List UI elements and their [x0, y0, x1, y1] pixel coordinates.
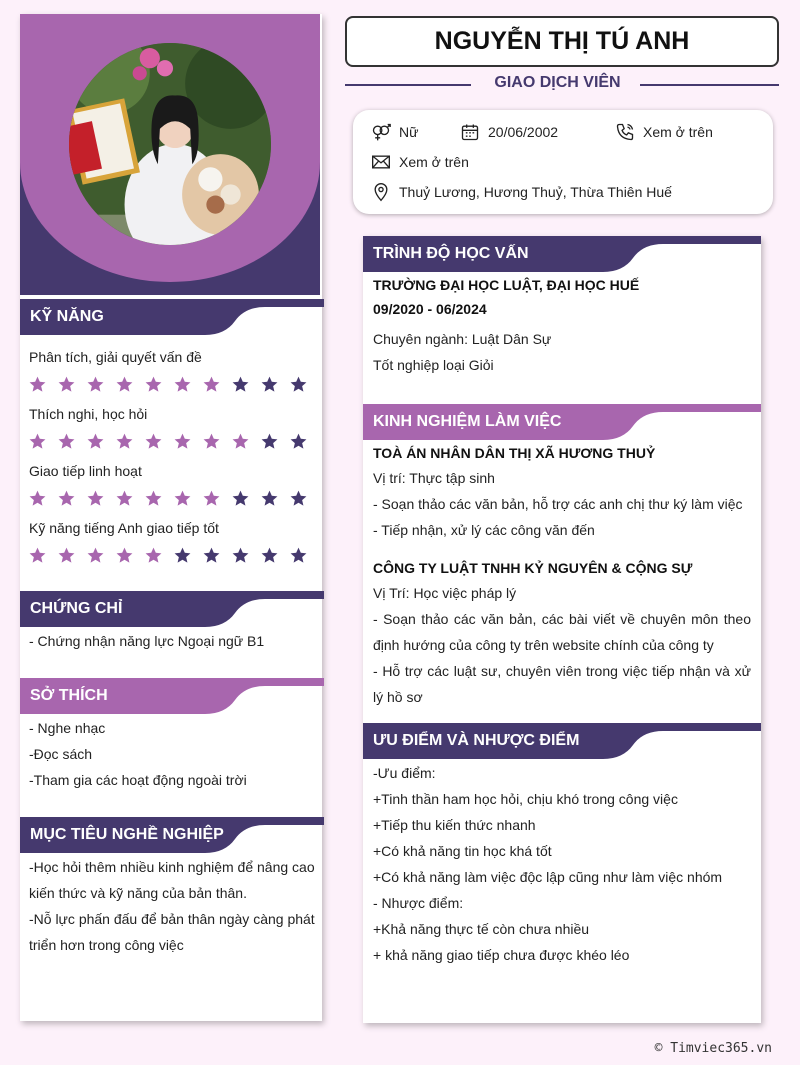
- hobbies-section-title: SỞ THÍCH: [20, 678, 324, 714]
- job-position: Vị trí: Thực tập sinh: [373, 470, 495, 486]
- star-empty-icon: [231, 489, 250, 508]
- skill-name: Kỹ năng tiếng Anh giao tiếp tốt: [29, 520, 219, 536]
- star-filled-icon: [144, 432, 163, 451]
- star-filled-icon: [115, 375, 134, 394]
- star-filled-icon: [86, 489, 105, 508]
- star-filled-icon: [28, 546, 47, 565]
- strength-line: -Ưu điểm:: [373, 765, 436, 781]
- star-empty-icon: [260, 375, 279, 394]
- star-empty-icon: [231, 375, 250, 394]
- job-duty: - Hỗ trợ các luật sư, chuyên viên trong việc tiếp nhận và xử lý hồ sơ: [373, 663, 751, 705]
- experience-section-title: KINH NGHIỆM LÀM VIỆC: [363, 404, 761, 440]
- skill-name: Giao tiếp linh hoạt: [29, 463, 142, 479]
- star-empty-icon: [289, 546, 308, 565]
- goals-section-title: MỤC TIÊU NGHỀ NGHIỆP: [20, 817, 324, 853]
- star-empty-icon: [289, 432, 308, 451]
- star-filled-icon: [86, 432, 105, 451]
- gender-row: Nữ: [371, 122, 418, 142]
- address-row: Thuỷ Lương, Hương Thuỷ, Thừa Thiên Huế: [371, 182, 672, 202]
- job-duty: - Tiếp nhận, xử lý các công văn đến: [373, 522, 595, 538]
- grade: Tốt nghiệp loại Giỏi: [373, 357, 494, 373]
- star-filled-icon: [86, 375, 105, 394]
- location-pin-icon: [371, 182, 391, 202]
- left-column: [20, 14, 322, 1021]
- email-row: Xem ở trên: [371, 152, 469, 172]
- gender-icon: [371, 122, 391, 142]
- star-filled-icon: [173, 489, 192, 508]
- skill-rating: [28, 489, 308, 508]
- email-icon: [371, 152, 391, 172]
- star-filled-icon: [144, 375, 163, 394]
- study-period: 09/2020 - 06/2024: [373, 301, 487, 317]
- phone-row: Xem ở trên: [615, 122, 713, 142]
- job-duty: - Soạn thảo các văn bản, hỗ trợ các anh chị thư ký làm việc: [373, 496, 743, 512]
- hobby-item: -Tham gia các hoạt động ngoài trời: [29, 772, 247, 788]
- star-filled-icon: [28, 489, 47, 508]
- skill-name: Phân tích, giải quyết vấn đề: [29, 349, 202, 365]
- star-filled-icon: [144, 489, 163, 508]
- star-filled-icon: [57, 375, 76, 394]
- skill-name: Thích nghi, học hỏi: [29, 406, 148, 422]
- footer-credit: © Timviec365.vn: [654, 1041, 772, 1056]
- star-filled-icon: [28, 375, 47, 394]
- strength-line: +Tiếp thu kiến thức nhanh: [373, 817, 536, 833]
- star-empty-icon: [260, 546, 279, 565]
- strength-line: +Có khả năng làm việc độc lập cũng như làm việc nhóm: [373, 869, 723, 885]
- star-filled-icon: [28, 432, 47, 451]
- star-filled-icon: [57, 546, 76, 565]
- star-empty-icon: [202, 546, 221, 565]
- star-filled-icon: [202, 489, 221, 508]
- star-filled-icon: [173, 432, 192, 451]
- company-name: CÔNG TY LUẬT TNHH KỶ NGUYÊN & CỘNG SỰ: [373, 560, 693, 576]
- star-empty-icon: [289, 489, 308, 508]
- phone-icon: [615, 122, 635, 142]
- education-section-title: TRÌNH ĐỘ HỌC VẤN: [363, 236, 761, 272]
- star-empty-icon: [260, 432, 279, 451]
- avatar: [69, 43, 271, 245]
- star-filled-icon: [115, 432, 134, 451]
- skill-rating: [28, 546, 308, 565]
- strength-line: +Tinh thần ham học hỏi, chịu khó trong công việc: [373, 791, 678, 807]
- school-name: TRƯỜNG ĐẠI HỌC LUẬT, ĐẠI HỌC HUẾ: [373, 277, 640, 293]
- star-filled-icon: [57, 432, 76, 451]
- star-filled-icon: [144, 546, 163, 565]
- contact-box: [353, 110, 773, 214]
- star-empty-icon: [173, 546, 192, 565]
- strengths-section-title: ƯU ĐIỂM VÀ NHƯỢC ĐIỂM: [363, 723, 761, 759]
- right-column: [363, 236, 761, 1023]
- goal-item: -Học hỏi thêm nhiều kinh nghiệm để nâng cao kiến thức và kỹ năng của bản thân.: [29, 859, 315, 901]
- star-filled-icon: [86, 546, 105, 565]
- photo-block: [20, 14, 320, 295]
- job-position: Vị Trí: Học việc pháp lý: [373, 585, 517, 601]
- star-filled-icon: [173, 375, 192, 394]
- weakness-line: + khả năng giao tiếp chưa được khéo léo: [373, 947, 630, 963]
- star-filled-icon: [202, 432, 221, 451]
- birthday-row: 20/06/2002: [460, 122, 558, 142]
- star-empty-icon: [289, 375, 308, 394]
- skill-rating: [28, 375, 308, 394]
- job-title: GIAO DỊCH VIÊN: [494, 74, 621, 91]
- strength-line: +Có khả năng tin học khá tốt: [373, 843, 552, 859]
- major: Chuyên ngành: Luật Dân Sự: [373, 331, 552, 347]
- role-divider-right: [640, 84, 779, 86]
- certificates-section-title: CHỨNG CHỈ: [20, 591, 324, 627]
- star-filled-icon: [115, 489, 134, 508]
- hobby-item: - Nghe nhạc: [29, 720, 106, 736]
- star-filled-icon: [115, 546, 134, 565]
- job-duty: - Soạn thảo các văn bản, các bài viết về chuyên môn theo định hướng của công ty trên website chính của công ty: [373, 611, 751, 653]
- skill-rating: [28, 432, 308, 451]
- full-name: NGUYỄN THỊ TÚ ANH: [345, 16, 779, 67]
- star-filled-icon: [57, 489, 76, 508]
- goal-item: -Nỗ lực phấn đấu để bản thân ngày càng phát triển hơn trong công việc: [29, 911, 315, 953]
- star-filled-icon: [231, 432, 250, 451]
- star-empty-icon: [231, 546, 250, 565]
- skills-section-title: KỸ NĂNG: [20, 299, 324, 335]
- star-empty-icon: [260, 489, 279, 508]
- star-filled-icon: [202, 375, 221, 394]
- role-divider-left: [345, 84, 471, 86]
- weakness-line: +Khả năng thực tế còn chưa nhiều: [373, 921, 590, 937]
- weakness-line: - Nhược điểm:: [373, 895, 464, 911]
- hobby-item: -Đọc sách: [29, 746, 93, 762]
- calendar-icon: [460, 122, 480, 142]
- certificate-item: - Chứng nhận năng lực Ngoại ngữ B1: [29, 633, 265, 649]
- company-name: TOÀ ÁN NHÂN DÂN THỊ XÃ HƯƠNG THUỶ: [373, 445, 656, 461]
